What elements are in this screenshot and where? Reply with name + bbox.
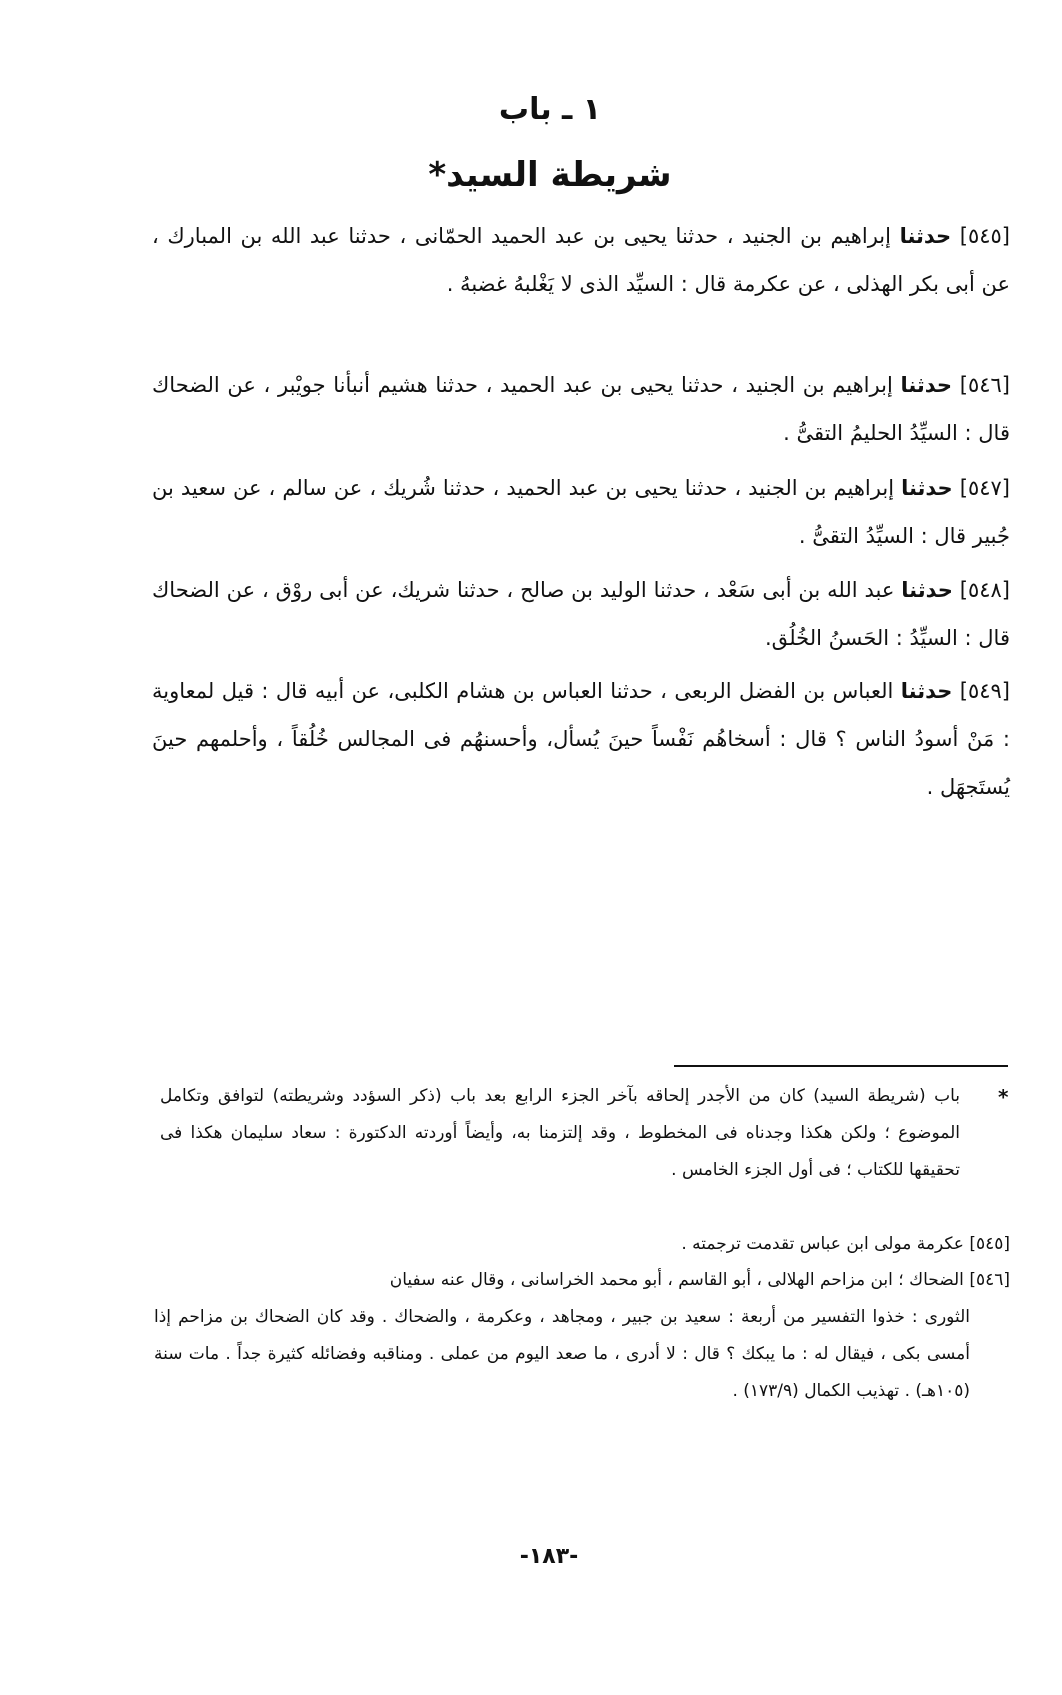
footnote-text: عكرمة مولى ابن عباس تقدمت ترجمته .: [681, 1234, 964, 1254]
hadith-number: [٥٤٧]: [959, 476, 1010, 500]
hadith-text: إبراهيم بن الجنيد ، حدثنا يحيى بن عبد الحميد ، حدثنا شُريك ، عن سالم ، عن سعيد بن جُبير قال : السيِّدُ التقىُّ .: [152, 476, 1010, 548]
hadith-549: [152, 667, 1010, 811]
hadith-545: [152, 212, 1010, 308]
hadith-546: [152, 361, 1010, 457]
hadith-number: [٥٤٩]: [959, 679, 1010, 703]
footnote-star-mark: *: [998, 1085, 1009, 1109]
footnote-divider: [674, 1065, 1008, 1067]
hadith-text: العباس بن الفضل الربعى ، حدثنا العباس بن هشام الكلبى، عن أبيه قال : قيل لمعاوية : مَنْ أسودُ الناس ؟ قال : أسخاهُم نَفْساً حينَ يُسأل، وأحسنهُم فى المجالس خُلُقاً ، وأحلمهم حينَ يُستَجهَل .: [152, 679, 1010, 799]
hadith-548: [152, 566, 1010, 662]
footnote-number: [٥٤٥]: [969, 1234, 1010, 1254]
footnote-text-continued: الثورى : خذوا التفسير من أربعة : سعيد بن جبير ، ومجاهد ، وعكرمة ، والضحاك . وقد كان الضحاك بن مزاحم إذا أمسى بكى ، فيقال له : ما يبكك ؟ قال : لا أدرى ، ما صعد اليوم من عملى . ومناقبه وفضائله كثيرة جداً . مات سنة (١٠٥هـ) . تهذيب الكمال (١٧٣/٩) .: [154, 1307, 970, 1401]
hadith-text: عبد الله بن أبى سَعْد ، حدثنا الوليد بن صالح ، حدثنا شريك، عن أبى روْق ، عن الضحاك قال : السيِّدُ : الحَسنُ الخُلُق.: [152, 578, 1010, 650]
footnote-545: [154, 1226, 1010, 1263]
chapter-title: شريطة السيد*: [428, 155, 672, 195]
hadith-number: [٥٤٥]: [959, 224, 1010, 248]
footnote-star: باب (شريطة السيد) كان من الأجدر إلحاقه بآخر الجزء الرابع بعد باب (ذكر السؤدد وشريطته) لتوافق وتكامل الموضوع ؛ ولكن هكذا وجدناه فى المخطوط ، وقد إلتزمنا به، وأيضاً أوردته الدكتورة : سعاد سليمان هكذا فى تحقيقها للكتاب ؛ فى أول الجزء الخامس .: [160, 1086, 960, 1180]
footnote-546: [154, 1262, 1010, 1410]
hadith-lead: حدثنا: [901, 578, 953, 602]
hadith-lead: حدثنا: [900, 679, 953, 703]
hadith-lead: حدثنا: [901, 476, 953, 500]
hadith-text: إبراهيم بن الجنيد ، حدثنا يحيى بن عبد الحميد الحمّانى ، حدثنا عبد الله بن المبارك ، عن أبى بكر الهذلى ، عن عكرمة قال : السيِّد الذى لا يَغْلبهُ غضبهُ .: [152, 224, 1010, 296]
hadith-547: [152, 464, 1010, 560]
hadith-lead: حدثنا: [900, 373, 953, 397]
footnote-text: الضحاك ؛ ابن مزاحم الهلالى ، أبو القاسم ، أبو محمد الخراسانى ، وقال عنه سفيان: [389, 1270, 964, 1290]
hadith-text: إبراهيم بن الجنيد ، حدثنا يحيى بن عبد الحميد ، حدثنا هشيم أنبأنا جويْبر ، عن الضحاك قال : السيِّدُ الحليمُ التقىُّ .: [152, 373, 1010, 445]
hadith-lead: حدثنا: [899, 224, 952, 248]
hadith-number: [٥٤٦]: [959, 373, 1010, 397]
chapter-number: ١ ـ باب: [498, 92, 602, 127]
page-number: -١٨٣-: [519, 1544, 579, 1569]
hadith-number: [٥٤٨]: [959, 578, 1010, 602]
footnote-number: [٥٤٦]: [969, 1270, 1010, 1290]
